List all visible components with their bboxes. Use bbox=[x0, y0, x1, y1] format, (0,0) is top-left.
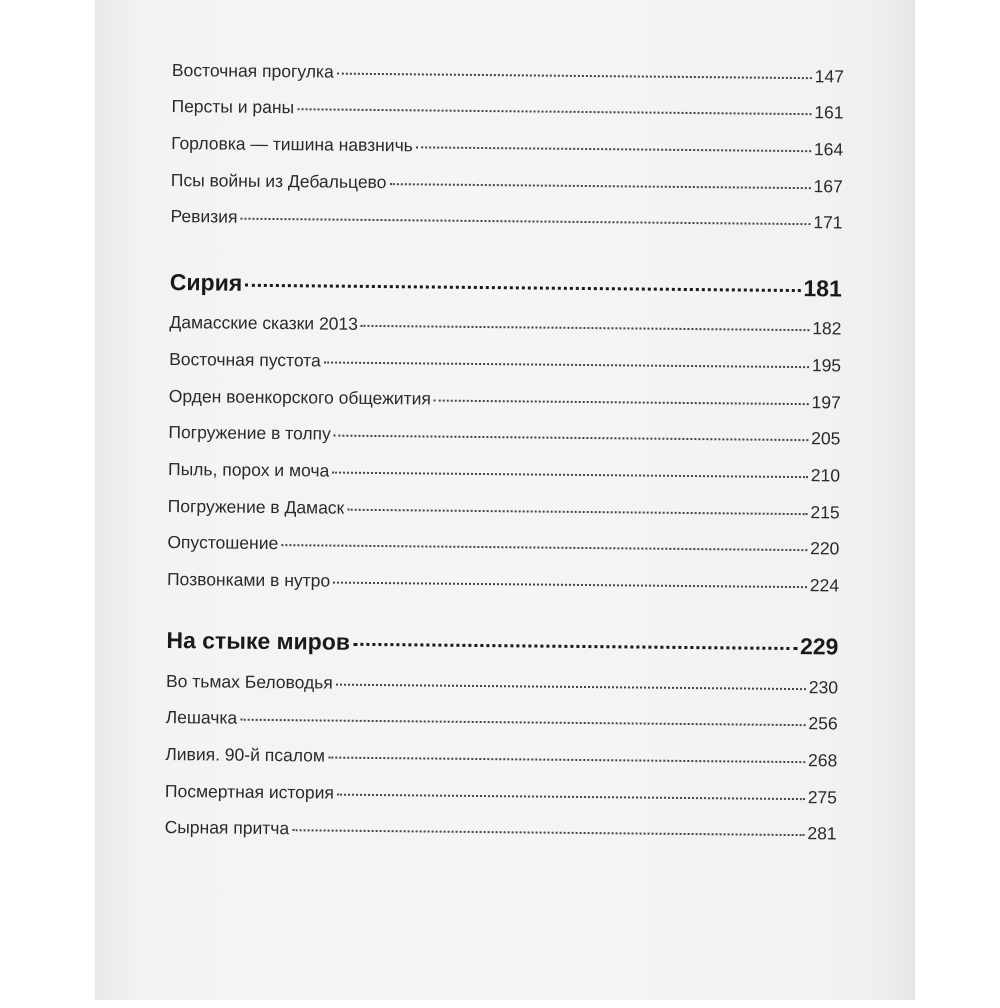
toc-entry-page: 281 bbox=[807, 823, 837, 844]
toc-entry bbox=[171, 96, 843, 123]
toc-entry-page: 197 bbox=[811, 392, 841, 413]
toc-entry-title: Восточная прогулка bbox=[171, 60, 334, 82]
toc-entry-title: Погружение в Дамаск bbox=[167, 495, 345, 518]
toc-entry-title: Восточная пустота bbox=[169, 349, 321, 371]
toc-entry-page: 171 bbox=[813, 212, 843, 233]
toc-entry-title: Погружение в толпу bbox=[168, 422, 331, 444]
toc-entry bbox=[166, 707, 838, 734]
toc-entry-title: Псы войны из Дебальцево bbox=[170, 170, 387, 193]
section-page: 181 bbox=[803, 275, 842, 302]
dot-leader bbox=[292, 829, 804, 836]
dot-leader bbox=[334, 435, 808, 442]
toc-entry-page: 147 bbox=[814, 66, 844, 87]
toc-entry-page: 205 bbox=[811, 428, 841, 449]
toc-entry bbox=[167, 532, 839, 559]
toc-entry bbox=[171, 133, 843, 160]
toc-entry bbox=[172, 60, 844, 87]
toc-entry-page: 215 bbox=[810, 502, 840, 523]
toc-entry-title: Персты и раны bbox=[171, 96, 295, 118]
toc-entry bbox=[166, 671, 838, 698]
toc-entry bbox=[167, 569, 839, 596]
toc-entry-page: 167 bbox=[813, 176, 843, 197]
dot-leader bbox=[324, 361, 809, 368]
dot-leader bbox=[240, 218, 810, 225]
toc-entry-title: Лешачка bbox=[165, 706, 238, 728]
dot-leader bbox=[337, 794, 805, 800]
dot-leader bbox=[240, 719, 805, 726]
toc-entry bbox=[170, 206, 842, 233]
dot-leader bbox=[353, 643, 797, 650]
toc-entry bbox=[169, 386, 841, 413]
toc-entry-page: 182 bbox=[812, 318, 842, 339]
toc-section-heading bbox=[166, 627, 838, 660]
toc-entry-title: Ревизия bbox=[170, 206, 238, 227]
toc-entry-page: 161 bbox=[814, 102, 844, 123]
dot-leader bbox=[337, 73, 812, 80]
dot-leader bbox=[332, 472, 808, 479]
dot-leader bbox=[416, 146, 811, 152]
dot-leader bbox=[389, 183, 810, 189]
toc-entry-title: Орден военкорского общежития bbox=[168, 386, 431, 409]
dot-leader bbox=[333, 582, 807, 589]
toc-entry bbox=[171, 170, 843, 197]
section-title: Сирия bbox=[169, 269, 243, 296]
dot-leader bbox=[328, 757, 805, 764]
toc-entry bbox=[165, 817, 837, 844]
toc-entry-page: 268 bbox=[808, 750, 838, 771]
toc-entry-page: 195 bbox=[811, 355, 842, 376]
toc-entry bbox=[169, 312, 841, 339]
toc-entry bbox=[165, 781, 837, 808]
toc-entry-title: Посмертная история bbox=[164, 780, 335, 803]
toc-entry-page: 275 bbox=[807, 787, 838, 808]
toc-entry-page: 256 bbox=[808, 713, 838, 734]
toc-entry bbox=[168, 422, 840, 449]
dot-leader bbox=[434, 400, 809, 406]
dot-leader bbox=[347, 509, 807, 515]
toc-entry-title: Во тьмах Беловодья bbox=[165, 670, 333, 693]
toc-entry-page: 210 bbox=[810, 465, 841, 486]
toc-entry bbox=[168, 459, 840, 486]
toc-entry-title: Сырная притча bbox=[164, 816, 290, 839]
toc-entry-page: 230 bbox=[808, 677, 839, 698]
section-page: 229 bbox=[799, 633, 839, 660]
toc-section-heading bbox=[170, 269, 842, 302]
toc-entry-title: Опустошение bbox=[167, 531, 279, 554]
dot-leader bbox=[281, 544, 807, 551]
section-title: На стыке миров bbox=[166, 626, 351, 655]
dot-leader bbox=[245, 284, 800, 292]
dot-leader bbox=[361, 325, 809, 331]
dot-leader bbox=[336, 684, 806, 691]
toc-entry-title: Позвонками в нутро bbox=[166, 568, 331, 591]
toc-entry bbox=[168, 496, 840, 523]
toc-entry bbox=[165, 744, 837, 771]
toc-entry-page: 220 bbox=[810, 538, 840, 559]
toc-entry-title: Горловка — тишина навзничь bbox=[171, 133, 413, 156]
toc-entry-page: 164 bbox=[813, 139, 844, 160]
toc-entry-title: Пыль, порох и моча bbox=[167, 459, 330, 481]
toc-entry bbox=[169, 349, 841, 376]
toc-entry-title: Ливия. 90-й псалом bbox=[165, 743, 326, 766]
dot-leader bbox=[297, 108, 811, 115]
toc-entry-title: Дамасские сказки 2013 bbox=[169, 312, 359, 334]
toc-entry-page: 224 bbox=[809, 575, 840, 596]
